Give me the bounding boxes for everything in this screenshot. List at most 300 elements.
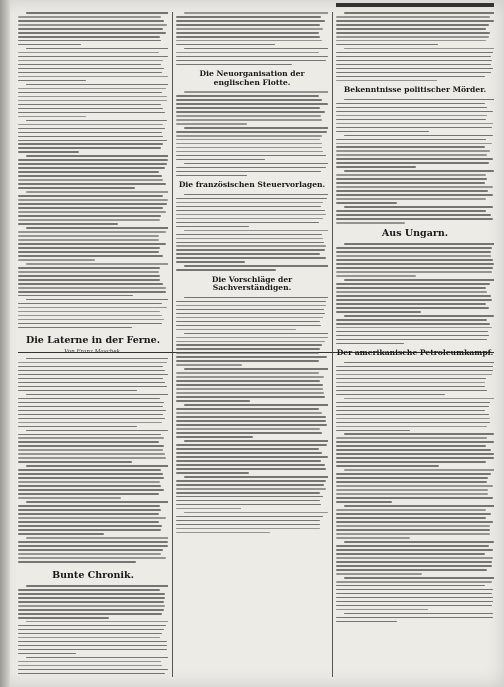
- text-line: [176, 380, 320, 382]
- text-line: [18, 195, 163, 197]
- text-line: [176, 305, 326, 307]
- text-line: [336, 72, 491, 74]
- text-line: [336, 537, 410, 539]
- text-line: [336, 150, 490, 152]
- text-line: [336, 497, 493, 499]
- column-3: [336, 12, 494, 677]
- text-line: [18, 32, 166, 34]
- text-line: [336, 107, 487, 109]
- text-line: [336, 581, 492, 583]
- text-line: [18, 287, 166, 289]
- text-line: [336, 597, 493, 599]
- text-line: [18, 64, 161, 66]
- text-line: [176, 364, 242, 366]
- text-line: [336, 621, 397, 623]
- article-text-block: [176, 91, 328, 176]
- text-line: [176, 420, 326, 422]
- text-line: [336, 437, 487, 439]
- text-line: [176, 532, 270, 534]
- text-line: [18, 653, 76, 655]
- text-line: [176, 32, 319, 34]
- text-line: [184, 12, 328, 14]
- text-line: [18, 243, 166, 245]
- article-text-block: [336, 243, 494, 344]
- text-line: [176, 119, 322, 121]
- text-line: [336, 339, 487, 341]
- text-line: [176, 202, 323, 204]
- text-line: [336, 418, 490, 420]
- text-line: [336, 465, 439, 467]
- text-line: [176, 508, 241, 510]
- text-line: [176, 103, 328, 105]
- text-line: [336, 343, 404, 345]
- text-line: [18, 637, 160, 639]
- byline-laterne: Von Franz Maschek.: [64, 348, 122, 355]
- text-line: [26, 84, 169, 86]
- text-line: [336, 16, 490, 18]
- text-line: [184, 368, 328, 370]
- text-line: [18, 414, 163, 416]
- text-line: [176, 456, 328, 458]
- text-line: [344, 48, 494, 50]
- text-line: [176, 384, 323, 386]
- text-line: [18, 477, 164, 479]
- text-line: [18, 20, 164, 22]
- text-line: [344, 577, 494, 579]
- text-line: [18, 167, 165, 169]
- text-line: [176, 214, 326, 216]
- text-line: [26, 48, 169, 50]
- text-line: [336, 251, 491, 253]
- text-line: [176, 269, 276, 271]
- text-line: [336, 605, 492, 607]
- text-line: [336, 617, 493, 619]
- text-line: [26, 537, 169, 539]
- text-line: [336, 501, 392, 503]
- text-line: [336, 473, 491, 475]
- headline-neuorganisation: Die Neuorganisation der englischen Flotte.: [199, 69, 305, 87]
- text-line: [26, 501, 169, 503]
- text-line: [344, 613, 493, 615]
- text-line: [176, 412, 322, 414]
- text-line: [176, 360, 319, 362]
- text-line: [18, 24, 167, 26]
- text-line: [18, 589, 160, 591]
- text-line: [176, 151, 323, 153]
- text-line: [18, 175, 162, 177]
- text-line: [336, 445, 486, 447]
- text-line: [336, 186, 493, 188]
- text-line: [176, 388, 323, 390]
- text-line: [18, 605, 165, 607]
- text-line: [26, 465, 169, 467]
- text-line: [18, 613, 162, 615]
- text-line: [336, 60, 492, 62]
- text-line: [18, 56, 168, 58]
- text-line: [18, 370, 165, 372]
- text-line: [18, 541, 168, 543]
- text-line: [344, 243, 494, 245]
- text-line: [18, 143, 163, 145]
- text-line: [18, 36, 160, 38]
- text-line: [18, 434, 161, 436]
- text-line: [18, 327, 132, 329]
- text-line: [336, 291, 487, 293]
- text-line: [336, 271, 492, 273]
- text-line: [26, 227, 169, 229]
- text-line: [176, 484, 324, 486]
- text-line: [176, 123, 247, 125]
- text-line: [26, 358, 169, 360]
- text-line: [336, 119, 486, 121]
- text-line: [336, 275, 416, 277]
- text-line: [18, 275, 160, 277]
- text-line: [336, 299, 492, 301]
- text-line: [18, 366, 163, 368]
- text-line: [18, 271, 159, 273]
- text-line: [336, 115, 487, 117]
- text-line: [336, 174, 486, 176]
- article-text-block: [336, 12, 494, 81]
- text-line: [18, 517, 166, 519]
- text-line: [18, 485, 161, 487]
- text-line: [176, 171, 321, 173]
- text-line: [176, 321, 320, 323]
- text-line: [336, 323, 490, 325]
- text-line: [336, 545, 489, 547]
- text-line: [18, 295, 133, 297]
- text-line: [176, 376, 324, 378]
- text-line: [18, 104, 161, 106]
- text-line: [18, 545, 168, 547]
- text-line: [176, 131, 327, 133]
- text-line: [18, 323, 162, 325]
- text-line: [176, 210, 325, 212]
- text-line: [18, 398, 160, 400]
- text-line: [184, 230, 328, 232]
- text-line: [176, 40, 322, 42]
- text-line: [336, 44, 438, 46]
- text-line: [18, 513, 159, 515]
- text-line: [336, 76, 485, 78]
- text-line: [184, 404, 328, 406]
- text-line: [176, 20, 325, 22]
- text-line: [336, 517, 486, 519]
- text-line: [176, 198, 327, 200]
- text-line: [344, 170, 494, 172]
- text-line: [18, 390, 137, 392]
- text-line: [18, 489, 164, 491]
- text-line: [176, 500, 320, 502]
- text-line: [176, 329, 296, 331]
- text-line: [18, 80, 86, 82]
- text-line: [176, 95, 319, 97]
- text-line: [336, 56, 491, 58]
- headline-laterne: Die Laterne in der Ferne.: [25, 335, 161, 347]
- text-line: [18, 132, 162, 134]
- text-line: [336, 36, 489, 38]
- text-line: [336, 123, 493, 125]
- article-text-block: [18, 12, 168, 328]
- text-line: [176, 147, 322, 149]
- text-line: [336, 601, 493, 603]
- text-line: [176, 175, 247, 177]
- text-line: [18, 307, 167, 309]
- text-line: [18, 402, 164, 404]
- text-line: [176, 528, 320, 530]
- text-line: [336, 210, 486, 212]
- text-line: [18, 219, 160, 221]
- text-line: [18, 449, 163, 451]
- text-line: [336, 111, 493, 113]
- text-line: [18, 116, 86, 118]
- text-line: [336, 414, 489, 416]
- text-line: [336, 127, 492, 129]
- text-line: [176, 28, 323, 30]
- text-line: [176, 301, 326, 303]
- text-line: [176, 226, 249, 228]
- text-line: [18, 418, 165, 420]
- text-line: [336, 378, 486, 380]
- text-line: [336, 529, 490, 531]
- text-line: [18, 16, 161, 18]
- text-line: [336, 218, 493, 220]
- text-line: [176, 242, 324, 244]
- text-line: [18, 207, 163, 209]
- text-line: [18, 453, 165, 455]
- text-line: [336, 40, 486, 42]
- text-line: [18, 163, 167, 165]
- text-line: [176, 341, 325, 343]
- text-line: [18, 382, 165, 384]
- text-line: [18, 203, 167, 205]
- text-line: [18, 457, 166, 459]
- text-line: [336, 557, 493, 559]
- article-text-block: [18, 358, 168, 563]
- text-line: [336, 374, 492, 376]
- text-line: [336, 255, 491, 257]
- text-line: [176, 135, 322, 137]
- text-line: [18, 147, 161, 149]
- text-line: [176, 472, 249, 474]
- text-line: [176, 253, 320, 255]
- text-line: [18, 52, 159, 54]
- text-line: [336, 521, 493, 523]
- text-line: [176, 245, 326, 247]
- text-line: [336, 263, 494, 265]
- text-line: [336, 533, 490, 535]
- headline-sachverstaendigen: Die Vorschläge der Sachverständigen.: [211, 274, 293, 293]
- text-line: [336, 64, 491, 66]
- text-line: [176, 504, 321, 506]
- text-line: [344, 433, 494, 435]
- text-line: [18, 311, 160, 313]
- article-text-block: [18, 585, 168, 677]
- text-line: [184, 194, 328, 196]
- text-line: [344, 99, 494, 101]
- text-line: [176, 352, 319, 354]
- text-line: [18, 529, 161, 531]
- text-line: [336, 402, 490, 404]
- text-line: [18, 100, 167, 102]
- text-line: [176, 107, 320, 109]
- text-line: [176, 167, 326, 169]
- text-line: [18, 251, 159, 253]
- text-line: [336, 513, 491, 515]
- text-line: [26, 657, 169, 659]
- text-line: [18, 469, 161, 471]
- text-line: [18, 259, 95, 261]
- text-line: [18, 28, 163, 30]
- text-line: [336, 561, 492, 563]
- text-line: [184, 91, 328, 93]
- text-line: [176, 460, 321, 462]
- text-line: [336, 178, 487, 180]
- text-line: [18, 159, 168, 161]
- text-line: [18, 625, 166, 627]
- text-line: [176, 356, 327, 358]
- text-line: [26, 120, 168, 122]
- text-line: [176, 516, 323, 518]
- text-line: [336, 453, 494, 455]
- text-line: [18, 124, 163, 126]
- text-line: [18, 437, 164, 439]
- text-line: [18, 597, 165, 599]
- text-line: [176, 436, 253, 438]
- text-line: [18, 386, 167, 388]
- text-line: [26, 12, 169, 14]
- text-line: [18, 410, 166, 412]
- text-line: [18, 128, 165, 130]
- column-2: [176, 12, 328, 677]
- text-line: [18, 533, 104, 535]
- text-line: [18, 247, 160, 249]
- text-line: [336, 198, 486, 200]
- text-line: [18, 481, 160, 483]
- text-line: [336, 28, 486, 30]
- text-line: [18, 426, 137, 428]
- headline-chronik: Bunte Chronik.: [52, 569, 134, 581]
- text-line: [336, 214, 491, 216]
- text-line: [18, 68, 164, 70]
- text-line: [184, 297, 328, 299]
- text-line: [336, 158, 493, 160]
- text-line: [18, 315, 162, 317]
- text-line: [18, 593, 165, 595]
- text-line: [336, 441, 494, 443]
- text-line: [336, 477, 488, 479]
- text-line: [176, 396, 325, 398]
- text-line: [18, 88, 166, 90]
- text-line: [176, 56, 328, 58]
- text-line: [176, 261, 245, 263]
- text-line: [18, 649, 167, 651]
- page-binding-edge: [0, 0, 10, 687]
- text-line: [184, 333, 328, 335]
- column-rule-1: [172, 12, 173, 677]
- text-line: [18, 441, 159, 443]
- text-line: [336, 481, 487, 483]
- text-line: [18, 231, 166, 233]
- text-line: [336, 247, 492, 249]
- text-line: [18, 112, 165, 114]
- text-line: [18, 609, 164, 611]
- text-line: [176, 337, 328, 339]
- text-line: [176, 448, 319, 450]
- text-line: [18, 187, 135, 189]
- text-line: [18, 223, 118, 225]
- text-line: [344, 505, 494, 507]
- text-line: [336, 222, 405, 224]
- text-line: [336, 509, 486, 511]
- text-line: [176, 416, 326, 418]
- text-line: [336, 287, 486, 289]
- text-line: [344, 398, 494, 400]
- text-line: [26, 621, 169, 623]
- text-line: [176, 64, 292, 66]
- text-line: [18, 378, 163, 380]
- text-line: [18, 211, 166, 213]
- text-line: [176, 52, 319, 54]
- text-line: [18, 617, 109, 619]
- text-line: [336, 430, 410, 432]
- text-line: [336, 327, 492, 329]
- text-line: [18, 40, 161, 42]
- text-line: [336, 461, 486, 463]
- text-line: [184, 476, 328, 478]
- text-line: [18, 108, 163, 110]
- text-line: [18, 255, 163, 257]
- text-line: [176, 428, 320, 430]
- text-line: [336, 311, 421, 313]
- text-line: [176, 432, 322, 434]
- text-line: [176, 400, 250, 402]
- text-line: [336, 449, 491, 451]
- text-line: [18, 633, 162, 635]
- text-line: [176, 464, 325, 466]
- text-line: [18, 279, 160, 281]
- text-line: [18, 521, 159, 523]
- text-line: [336, 139, 486, 141]
- text-line: [336, 154, 487, 156]
- text-line: [184, 48, 328, 50]
- text-line: [336, 565, 492, 567]
- text-line: [336, 573, 422, 575]
- text-line: [336, 190, 488, 192]
- text-line: [336, 20, 494, 22]
- text-line: [18, 267, 160, 269]
- text-line: [336, 146, 485, 148]
- text-line: [344, 362, 494, 364]
- headline-bekenntnisse: Bekenntnisse politischer Mörder.: [343, 85, 487, 95]
- text-line: [176, 309, 324, 311]
- text-line: [18, 199, 168, 201]
- text-line: [18, 549, 163, 551]
- text-line: [18, 493, 159, 495]
- text-line: [176, 317, 323, 319]
- headline-steuervorlagen: Die französischen Steuervorlagen.: [178, 180, 326, 190]
- text-line: [176, 36, 320, 38]
- text-line: [336, 143, 492, 145]
- text-line: [176, 408, 319, 410]
- text-line: [18, 505, 160, 507]
- text-line: [26, 585, 169, 587]
- text-line: [336, 182, 485, 184]
- text-line: [176, 24, 320, 26]
- text-line: [18, 645, 167, 647]
- text-line: [176, 424, 327, 426]
- text-line: [336, 485, 493, 487]
